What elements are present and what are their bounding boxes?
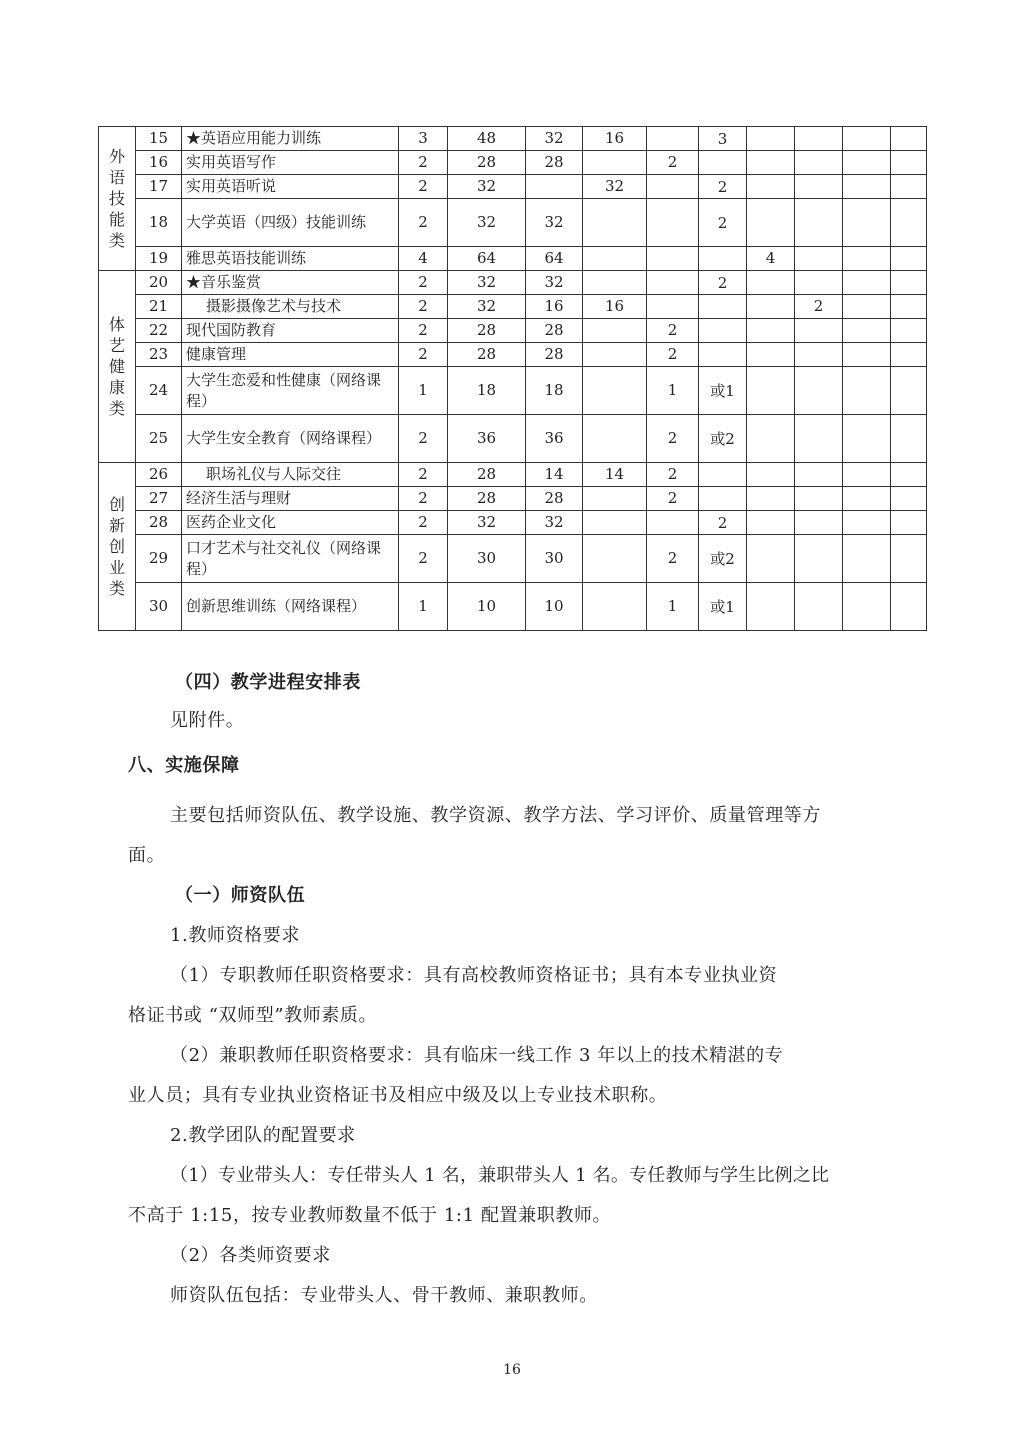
course-number-cell: 26 [136,463,182,487]
semester-6-cell [891,343,927,367]
semester-5-cell [843,535,891,583]
course-number-cell: 19 [136,247,182,271]
credit-cell: 1 [399,583,448,631]
table-row [99,199,927,247]
theory-hours-cell: 64 [526,247,583,271]
course-name-cell: 职场礼仪与人际交往 [182,463,399,487]
table-row [99,247,927,271]
practice-hours-cell [583,247,647,271]
course-number-cell: 17 [136,175,182,199]
paragraph-team3: 师资队伍包括：专业带头人、骨干教师、兼职教师。 [170,1285,598,1306]
course-number-cell: 16 [136,151,182,175]
table-row [99,127,927,151]
semester-3-cell [747,535,795,583]
practice-hours-cell [583,199,647,247]
paragraph-team-title: 2.教学团队的配置要求 [170,1125,356,1146]
total-hours-cell: 48 [448,127,526,151]
semester-1-cell [647,127,699,151]
practice-hours-cell [583,151,647,175]
course-number-cell: 21 [136,295,182,319]
table-row [99,463,927,487]
semester-2-cell [699,319,747,343]
semester-1-cell: 2 [647,343,699,367]
credit-cell: 2 [399,343,448,367]
table-row [99,487,927,511]
semester-4-cell [795,271,843,295]
semester-4-cell [795,175,843,199]
semester-5-cell [843,343,891,367]
semester-1-cell: 2 [647,415,699,463]
practice-hours-cell [583,319,647,343]
semester-3-cell [747,175,795,199]
paragraph-team1-line2: 不高于 1:15，按专业教师数量不低于 1:1 配置兼职教师。 [128,1205,612,1226]
total-hours-cell: 28 [448,463,526,487]
semester-5-cell [843,415,891,463]
course-name-cell: 经济生活与理财 [182,487,399,511]
total-hours-cell: 64 [448,247,526,271]
course-name-cell: 实用英语写作 [182,151,399,175]
semester-2-cell [699,247,747,271]
total-hours-cell: 32 [448,199,526,247]
semester-5-cell [843,367,891,415]
paragraph-qualification-title: 1.教师资格要求 [170,925,300,946]
course-name-cell: 大学生安全教育（网络课程） [182,415,399,463]
table-row [99,271,927,295]
semester-5-cell [843,271,891,295]
semester-4-cell [795,367,843,415]
semester-1-cell [647,271,699,295]
semester-4-cell [795,151,843,175]
semester-1-cell: 2 [647,487,699,511]
semester-5-cell [843,295,891,319]
semester-4-cell [795,127,843,151]
semester-5-cell [843,463,891,487]
paragraph-team2: （2）各类师资要求 [170,1245,331,1266]
semester-4-cell [795,535,843,583]
credit-cell: 2 [399,415,448,463]
semester-3-cell [747,151,795,175]
semester-4-cell [795,487,843,511]
theory-hours-cell: 10 [526,583,583,631]
semester-3-cell [747,463,795,487]
semester-1-cell: 1 [647,583,699,631]
semester-3-cell [747,295,795,319]
semester-5-cell [843,583,891,631]
semester-6-cell [891,127,927,151]
theory-hours-cell: 36 [526,415,583,463]
course-name-cell: 雅思英语技能训练 [182,247,399,271]
theory-hours-cell [526,175,583,199]
total-hours-cell: 36 [448,415,526,463]
credit-cell: 2 [399,487,448,511]
practice-hours-cell: 14 [583,463,647,487]
credit-cell: 2 [399,271,448,295]
total-hours-cell: 10 [448,583,526,631]
semester-6-cell [891,247,927,271]
practice-hours-cell: 16 [583,295,647,319]
semester-3-cell [747,487,795,511]
semester-6-cell [891,511,927,535]
credit-cell: 2 [399,463,448,487]
theory-hours-cell: 32 [526,511,583,535]
semester-3-cell [747,415,795,463]
semester-1-cell: 2 [647,319,699,343]
semester-2-cell [699,487,747,511]
practice-hours-cell: 32 [583,175,647,199]
course-name-cell: 健康管理 [182,343,399,367]
credit-cell: 1 [399,367,448,415]
semester-3-cell [747,199,795,247]
semester-1-cell [647,247,699,271]
course-name-cell: 现代国防教育 [182,319,399,343]
semester-6-cell [891,535,927,583]
semester-6-cell [891,319,927,343]
theory-hours-cell: 18 [526,367,583,415]
semester-2-cell [699,463,747,487]
semester-1-cell: 1 [647,367,699,415]
course-number-cell: 18 [136,199,182,247]
semester-4-cell: 2 [795,295,843,319]
heading-faculty: （一）师资队伍 [175,885,306,906]
semester-6-cell [891,295,927,319]
table-row [99,367,927,415]
theory-hours-cell: 28 [526,151,583,175]
practice-hours-cell [583,583,647,631]
theory-hours-cell: 28 [526,319,583,343]
semester-1-cell: 2 [647,535,699,583]
table-row [99,535,927,583]
course-table [98,126,927,631]
course-name-cell: 大学生恋爱和性健康（网络课程） [182,367,399,415]
semester-2-cell [699,295,747,319]
semester-6-cell [891,151,927,175]
semester-1-cell [647,175,699,199]
category-cell [99,463,136,631]
semester-2-cell: 2 [699,199,747,247]
semester-2-cell: 2 [699,271,747,295]
semester-1-cell: 2 [647,151,699,175]
credit-cell: 2 [399,295,448,319]
credit-cell: 2 [399,199,448,247]
course-name-cell: 创新思维训练（网络课程） [182,583,399,631]
paragraph-qual2-line2: 业人员；具有专业执业资格证书及相应中级及以上专业技术职称。 [128,1085,668,1106]
theory-hours-cell: 32 [526,127,583,151]
theory-hours-cell: 28 [526,487,583,511]
practice-hours-cell [583,271,647,295]
credit-cell: 2 [399,319,448,343]
paragraph-team1-line1: （1）专业带头人：专任带头人 1 名，兼职带头人 1 名。专任教师与学生比例之比 [170,1165,830,1186]
credit-cell: 4 [399,247,448,271]
semester-5-cell [843,487,891,511]
total-hours-cell: 32 [448,295,526,319]
practice-hours-cell [583,343,647,367]
category-cell [99,271,136,463]
course-number-cell: 25 [136,415,182,463]
semester-6-cell [891,415,927,463]
paragraph-qual1-line2: 格证书或 “双师型”教师素质。 [128,1005,378,1026]
semester-6-cell [891,175,927,199]
course-name-cell: 实用英语听说 [182,175,399,199]
paragraph-intro-line2: 面。 [128,845,166,866]
semester-2-cell: 或2 [699,535,747,583]
semester-6-cell [891,487,927,511]
credit-cell: 2 [399,175,448,199]
semester-2-cell: 或1 [699,367,747,415]
course-table-body [99,127,927,631]
semester-6-cell [891,367,927,415]
table-row [99,511,927,535]
semester-2-cell [699,343,747,367]
semester-5-cell [843,511,891,535]
semester-3-cell [747,511,795,535]
theory-hours-cell: 28 [526,343,583,367]
paragraph-intro-line1: 主要包括师资队伍、教学设施、教学资源、教学方法、学习评价、质量管理等方 [170,805,821,826]
semester-4-cell [795,463,843,487]
semester-5-cell [843,175,891,199]
semester-6-cell [891,583,927,631]
course-number-cell: 29 [136,535,182,583]
heading-schedule: （四）教学进程安排表 [175,672,361,693]
course-number-cell: 20 [136,271,182,295]
theory-hours-cell: 14 [526,463,583,487]
course-number-cell: 15 [136,127,182,151]
semester-6-cell [891,199,927,247]
total-hours-cell: 18 [448,367,526,415]
category-cell [99,127,136,271]
category-label: 外语技能类 [108,147,125,250]
course-number-cell: 27 [136,487,182,511]
course-number-cell: 24 [136,367,182,415]
practice-hours-cell [583,511,647,535]
total-hours-cell: 30 [448,535,526,583]
course-name-cell: 口才艺术与社交礼仪（网络课程） [182,535,399,583]
semester-4-cell [795,199,843,247]
total-hours-cell: 32 [448,511,526,535]
semester-5-cell [843,151,891,175]
semester-2-cell: 2 [699,175,747,199]
semester-1-cell [647,199,699,247]
credit-cell: 2 [399,151,448,175]
semester-1-cell [647,295,699,319]
theory-hours-cell: 32 [526,271,583,295]
total-hours-cell: 32 [448,175,526,199]
semester-4-cell [795,343,843,367]
total-hours-cell: 28 [448,319,526,343]
theory-hours-cell: 30 [526,535,583,583]
course-name-cell: 大学英语（四级）技能训练 [182,199,399,247]
category-label: 创新创业类 [108,495,125,598]
semester-4-cell [795,511,843,535]
table-row [99,175,927,199]
semester-1-cell: 2 [647,463,699,487]
semester-4-cell [795,583,843,631]
total-hours-cell: 28 [448,487,526,511]
category-label: 体艺健康类 [108,315,125,418]
page-number: 16 [503,1362,521,1378]
semester-1-cell [647,511,699,535]
course-name-cell: ★音乐鉴赏 [182,271,399,295]
semester-5-cell [843,199,891,247]
semester-2-cell: 2 [699,511,747,535]
table-row [99,151,927,175]
course-number-cell: 28 [136,511,182,535]
table-row [99,295,927,319]
semester-2-cell: 或2 [699,415,747,463]
table-row [99,415,927,463]
course-name-cell: ★英语应用能力训练 [182,127,399,151]
heading-section-8: 八、实施保障 [128,755,240,776]
total-hours-cell: 28 [448,343,526,367]
semester-5-cell [843,319,891,343]
semester-2-cell: 3 [699,127,747,151]
practice-hours-cell [583,415,647,463]
semester-3-cell [747,367,795,415]
credit-cell: 2 [399,511,448,535]
table-row [99,583,927,631]
semester-3-cell [747,583,795,631]
semester-4-cell [795,415,843,463]
course-number-cell: 23 [136,343,182,367]
semester-6-cell [891,271,927,295]
semester-6-cell [891,463,927,487]
total-hours-cell: 28 [448,151,526,175]
paragraph-schedule: 见附件。 [170,710,245,731]
course-number-cell: 30 [136,583,182,631]
table-row [99,343,927,367]
semester-3-cell: 4 [747,247,795,271]
semester-3-cell [747,343,795,367]
practice-hours-cell [583,535,647,583]
semester-3-cell [747,127,795,151]
semester-4-cell [795,319,843,343]
practice-hours-cell [583,367,647,415]
total-hours-cell: 32 [448,271,526,295]
semester-3-cell [747,319,795,343]
semester-3-cell [747,271,795,295]
paragraph-qual1-line1: （1）专职教师任职资格要求：具有高校教师资格证书；具有本专业执业资 [170,965,778,986]
semester-2-cell [699,151,747,175]
course-number-cell: 22 [136,319,182,343]
credit-cell: 3 [399,127,448,151]
semester-2-cell: 或1 [699,583,747,631]
credit-cell: 2 [399,535,448,583]
semester-5-cell [843,247,891,271]
paragraph-qual2-line1: （2）兼职教师任职资格要求：具有临床一线工作 3 年以上的技术精湛的专 [170,1045,784,1066]
course-name-cell: 摄影摄像艺术与技术 [182,295,399,319]
practice-hours-cell [583,487,647,511]
semester-4-cell [795,247,843,271]
table-row [99,319,927,343]
theory-hours-cell: 16 [526,295,583,319]
semester-5-cell [843,127,891,151]
course-name-cell: 医药企业文化 [182,511,399,535]
practice-hours-cell: 16 [583,127,647,151]
theory-hours-cell: 32 [526,199,583,247]
